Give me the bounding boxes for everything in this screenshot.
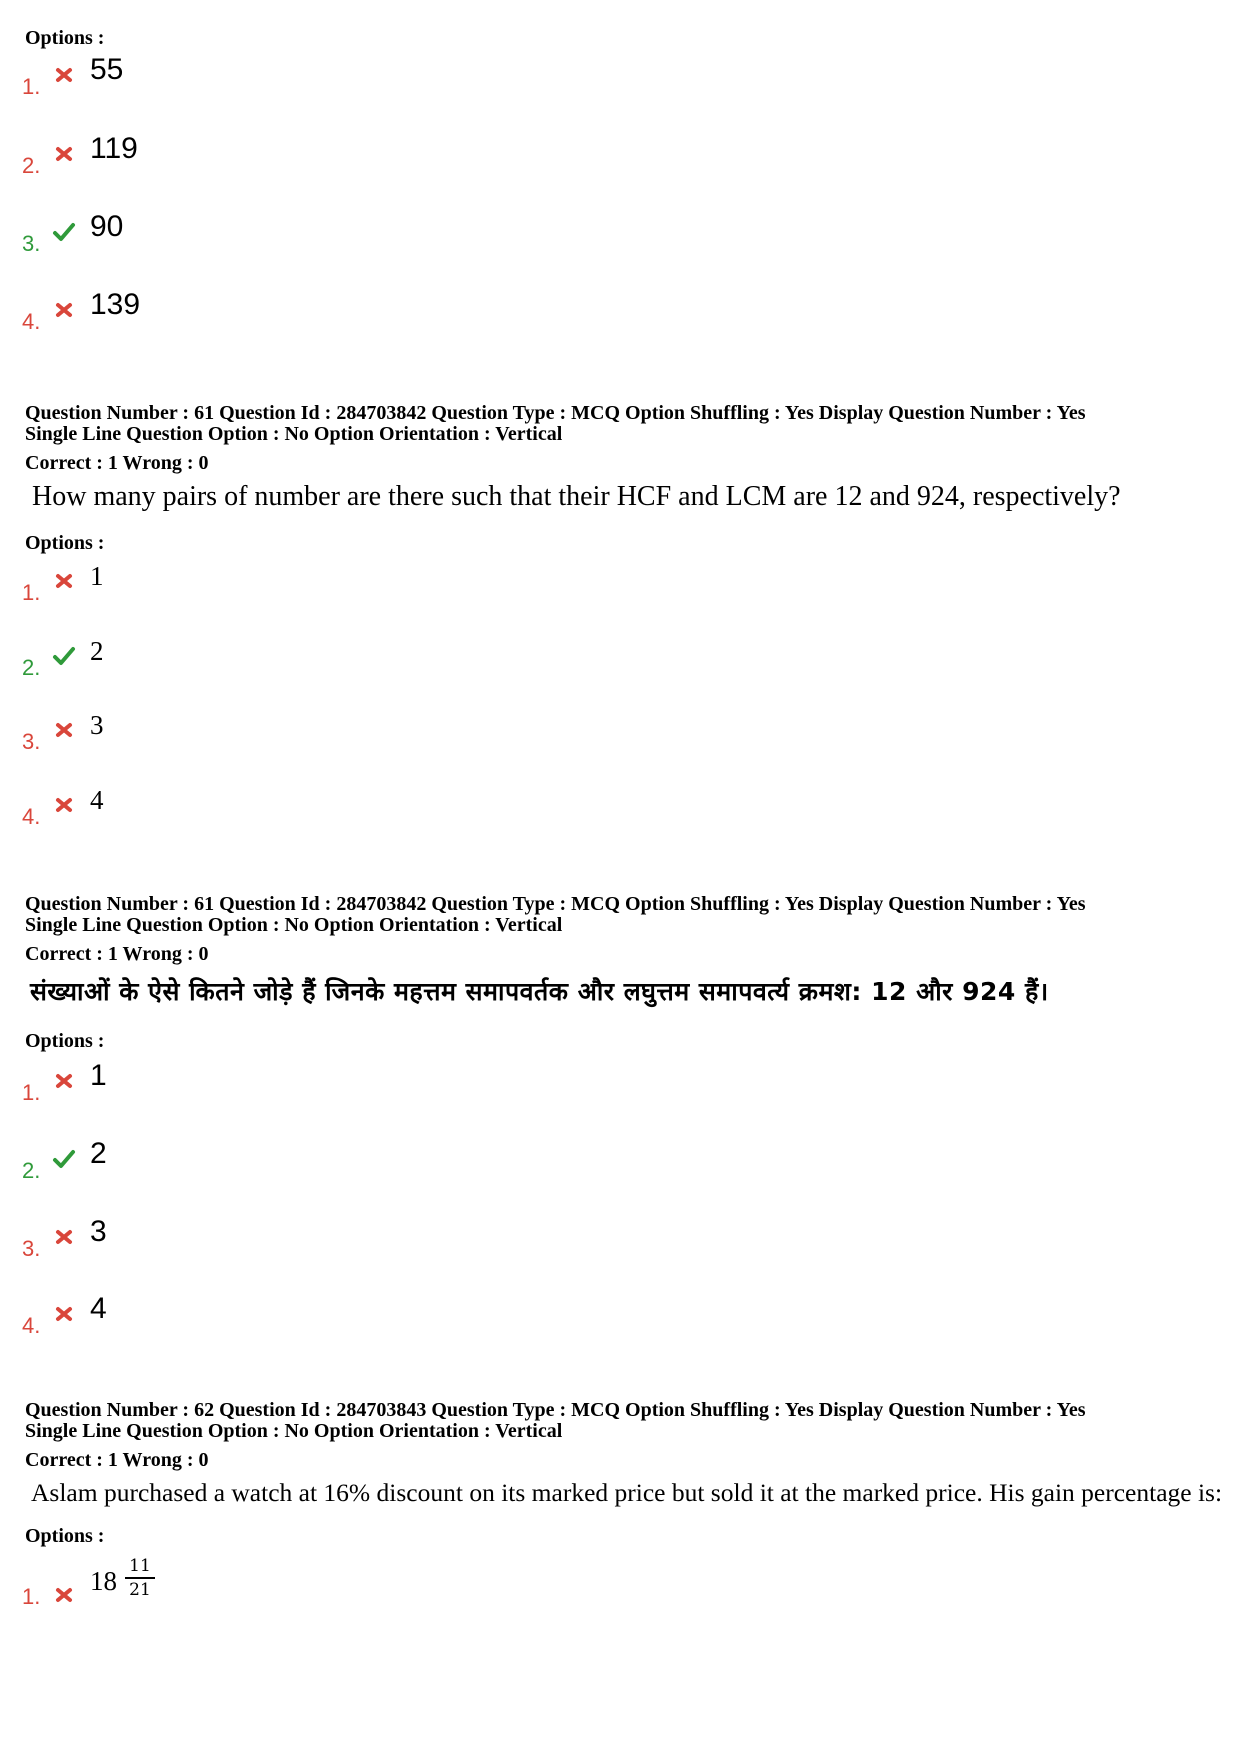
cross-icon bbox=[52, 64, 76, 86]
cross-icon bbox=[52, 143, 76, 165]
option-number: 1. bbox=[22, 580, 41, 605]
option-1 bbox=[22, 52, 322, 102]
option-value: 2 bbox=[90, 636, 104, 666]
option-3 bbox=[22, 1214, 322, 1264]
option-2 bbox=[22, 1136, 322, 1186]
options-label: Options : bbox=[25, 27, 105, 49]
options-label: Options : bbox=[25, 1525, 105, 1547]
option-value: 2 bbox=[90, 1137, 107, 1170]
question-text: संख्याओं के ऐसे कितने जोड़े हैं जिनके महत्तम समापवर्तक और लघुत्तम समापवर्त्य क्रमश: 12 और 924 हैं। bbox=[30, 977, 1049, 1006]
option-number: 1. bbox=[22, 1584, 41, 1609]
options-label: Options : bbox=[25, 532, 105, 554]
option-number: 2. bbox=[22, 1158, 41, 1183]
option-number: 3. bbox=[22, 729, 41, 754]
question-meta-line1: Question Number : 61 Question Id : 284703842 Question Type : MCQ Option Shuffling : Yes Display Question Number : Yes bbox=[25, 402, 1086, 424]
option-value: 4 bbox=[90, 785, 104, 815]
option-1 bbox=[22, 1546, 322, 1616]
mixed-fraction bbox=[70, 1546, 190, 1606]
options-label: Options : bbox=[25, 1030, 105, 1052]
check-icon bbox=[52, 645, 76, 667]
fraction-numerator: 11 bbox=[129, 1556, 151, 1576]
question-meta-line2: Single Line Question Option : No Option Orientation : Vertical bbox=[25, 423, 563, 445]
question-meta-line2: Single Line Question Option : No Option Orientation : Vertical bbox=[25, 914, 563, 936]
question-text: Aslam purchased a watch at 16% discount on its marked price but sold it at the marked price. His gain percentage is: bbox=[31, 1478, 1223, 1507]
option-value: 90 bbox=[90, 210, 124, 243]
cross-icon bbox=[52, 794, 76, 816]
option-1 bbox=[22, 558, 322, 608]
option-value: 1 bbox=[90, 561, 104, 591]
option-value: 4 bbox=[90, 1292, 107, 1325]
option-value: 3 bbox=[90, 1215, 107, 1248]
option-3 bbox=[22, 209, 322, 259]
option-number: 1. bbox=[22, 74, 41, 99]
option-value: 119 bbox=[90, 132, 138, 165]
question-marks: Correct : 1 Wrong : 0 bbox=[25, 1449, 209, 1471]
option-2 bbox=[22, 633, 322, 683]
option-4 bbox=[22, 1291, 322, 1341]
question-marks: Correct : 1 Wrong : 0 bbox=[25, 452, 209, 474]
option-number: 2. bbox=[22, 655, 41, 680]
cross-icon bbox=[52, 299, 76, 321]
question-meta-line1: Question Number : 62 Question Id : 284703843 Question Type : MCQ Option Shuffling : Yes Display Question Number : Yes bbox=[25, 1399, 1086, 1421]
check-icon bbox=[52, 1148, 76, 1170]
option-1 bbox=[22, 1058, 322, 1108]
option-2 bbox=[22, 131, 322, 181]
option-4 bbox=[22, 287, 322, 337]
option-value: 55 bbox=[90, 53, 124, 86]
option-value: 3 bbox=[90, 710, 104, 740]
question-meta-line1: Question Number : 61 Question Id : 284703842 Question Type : MCQ Option Shuffling : Yes Display Question Number : Yes bbox=[25, 893, 1086, 915]
cross-icon bbox=[52, 719, 76, 741]
cross-icon bbox=[52, 1226, 76, 1248]
option-4 bbox=[22, 782, 322, 832]
option-number: 3. bbox=[22, 1236, 41, 1261]
fraction-denominator: 21 bbox=[129, 1580, 151, 1600]
option-number: 2. bbox=[22, 153, 41, 178]
question-marks: Correct : 1 Wrong : 0 bbox=[25, 943, 209, 965]
fraction-bar bbox=[125, 1577, 155, 1579]
fraction bbox=[125, 1556, 155, 1600]
question-text: How many pairs of number are there such that their HCF and LCM are 12 and 924, respectively? bbox=[32, 481, 1121, 512]
question-meta-line2: Single Line Question Option : No Option Orientation : Vertical bbox=[25, 1420, 563, 1442]
cross-icon bbox=[52, 1303, 76, 1325]
option-number: 3. bbox=[22, 231, 41, 256]
option-number: 4. bbox=[22, 1313, 41, 1338]
option-number: 4. bbox=[22, 804, 41, 829]
cross-icon bbox=[52, 1070, 76, 1092]
option-value: 139 bbox=[90, 288, 141, 321]
option-number: 4. bbox=[22, 309, 41, 334]
fraction-whole: 18 bbox=[90, 1566, 117, 1596]
check-icon bbox=[52, 221, 76, 243]
option-3 bbox=[22, 707, 322, 757]
cross-icon bbox=[52, 570, 76, 592]
option-value: 1 bbox=[90, 1059, 107, 1092]
option-number: 1. bbox=[22, 1080, 41, 1105]
